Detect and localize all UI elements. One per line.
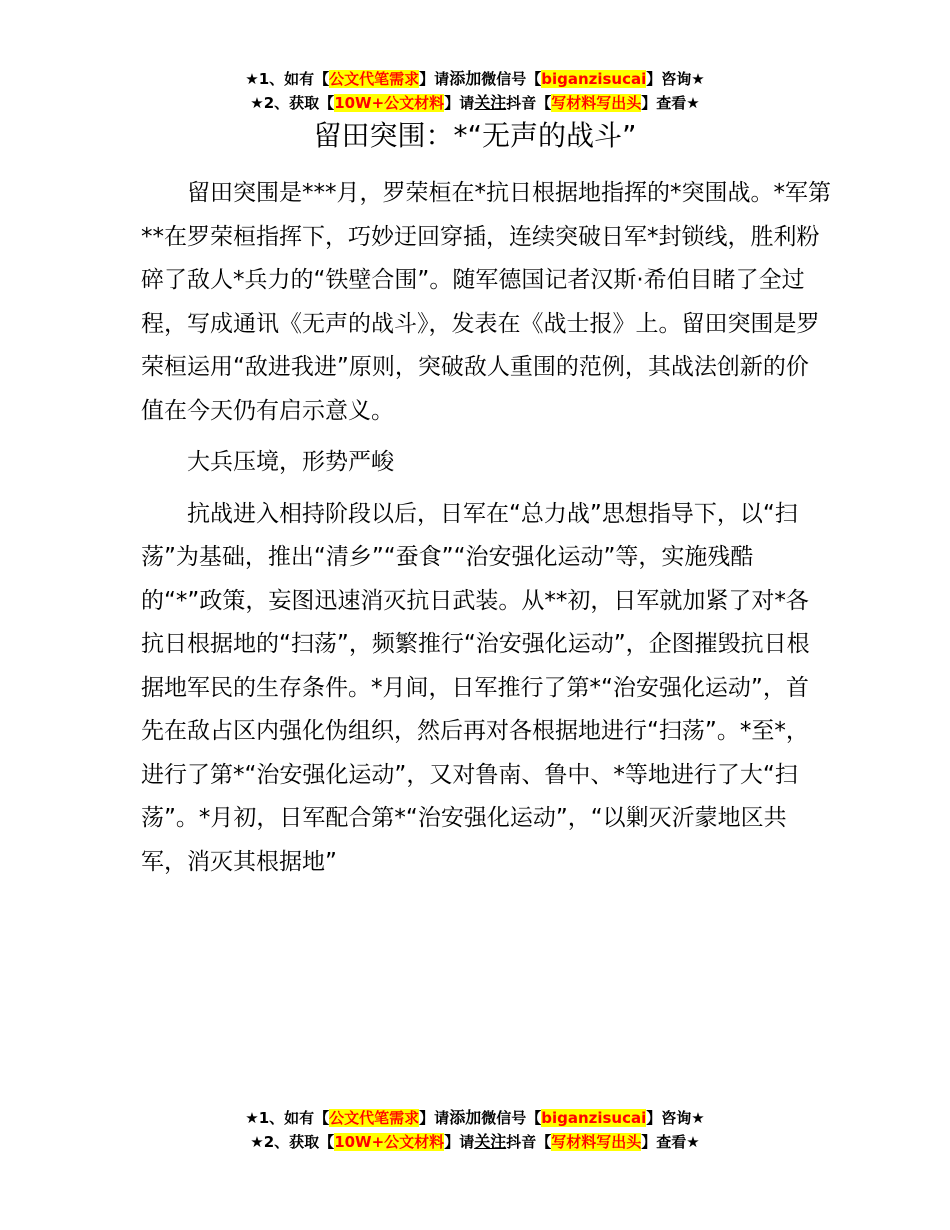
body-paragraph: 留田突围是***月，罗荣桓在*抗日根据地指挥的*突围战。*军第**在罗荣桓指挥下，巧妙迂回穿插，连续突破日军*封锁线，胜利粉碎了敌人*兵力的“铁壁合围”。随军德国记者汉斯·希伯目睹了全过程，写成通讯《无声的战斗》，发表在《战士报》上。留田突围是罗荣桓运用“敌进我进”原则，突破敌人重围的范例，其战法创新的价值在今天仍有启示意义。 (141, 180, 831, 424)
section-heading: 大兵压境，形势严峻 (187, 449, 394, 475)
promo-emphasis: 添加 (449, 1108, 482, 1127)
promo-text: ★2、获取【 (250, 1133, 335, 1151)
document-title: 留田突围：*“无声的战斗” (313, 119, 637, 152)
footer-promo-banner (0, 1106, 950, 1154)
promo-text: ★1、如有【 (245, 70, 330, 88)
promo-highlight: 10W+公文材料 (334, 1133, 445, 1151)
promo-text: ★2、获取【 (250, 94, 335, 112)
promo-text: 】查看★ (641, 94, 700, 112)
promo-text: 】请 (419, 1109, 450, 1127)
promo-text: 】查看★ (641, 1133, 700, 1151)
promo-emphasis: 关注 (474, 1132, 507, 1151)
promo-emphasis: 添加 (449, 69, 482, 88)
promo-highlight: 公文代笔需求 (329, 1109, 420, 1127)
promo-text: ★1、如有【 (245, 1109, 330, 1127)
promo-text: 】请 (444, 1133, 475, 1151)
promo-highlight-douyin: 写材料写出头 (551, 1133, 642, 1151)
promo-text: 】请 (419, 70, 450, 88)
header-promo-banner (0, 67, 950, 115)
promo-highlight: 10W+公文材料 (334, 94, 445, 112)
promo-line-2 (0, 91, 950, 115)
promo-text: 】咨询★ (646, 1109, 705, 1127)
body-paragraph: 抗战进入相持阶段以后，日军在“总力战”思想指导下，以“扫荡”为基础，推出“清乡”“蚕食”“治安强化运动”等，实施残酷的“*”政策，妄图迅速消灭抗日武装。从**初，日军就加紧了对*各抗日根据地的“扫荡”，频繁推行“治安强化运动”，企图摧毁抗日根据地军民的生存条件。*月间，日军推行了第*“治安强化运动”，首先在敌占区内强化伪组织，然后再对各根据地进行“扫荡”。*至*，进行了第*“治安强化运动”，又对鲁南、鲁中、*等地进行了大“扫荡”。*月初，日军配合第*“治安强化运动”，“以剿灭沂蒙地区共军，消灭其根据地” (141, 500, 810, 875)
promo-emphasis: 关注 (474, 93, 507, 112)
promo-text: 抖音【 (506, 94, 552, 112)
promo-text: 】请 (444, 94, 475, 112)
document-body (141, 172, 831, 892)
promo-highlight: 公文代笔需求 (329, 70, 420, 88)
promo-highlight-wechat: biganzisucai (541, 70, 647, 88)
promo-text: 微信号【 (481, 1109, 542, 1127)
promo-line-2 (0, 1130, 950, 1154)
promo-line-1 (0, 1106, 950, 1130)
promo-text: 微信号【 (481, 70, 542, 88)
promo-text: 抖音【 (506, 1133, 552, 1151)
promo-line-1 (0, 67, 950, 91)
promo-highlight-wechat: biganzisucai (541, 1109, 647, 1127)
promo-highlight-douyin: 写材料写出头 (551, 94, 642, 112)
promo-text: 】咨询★ (646, 70, 705, 88)
